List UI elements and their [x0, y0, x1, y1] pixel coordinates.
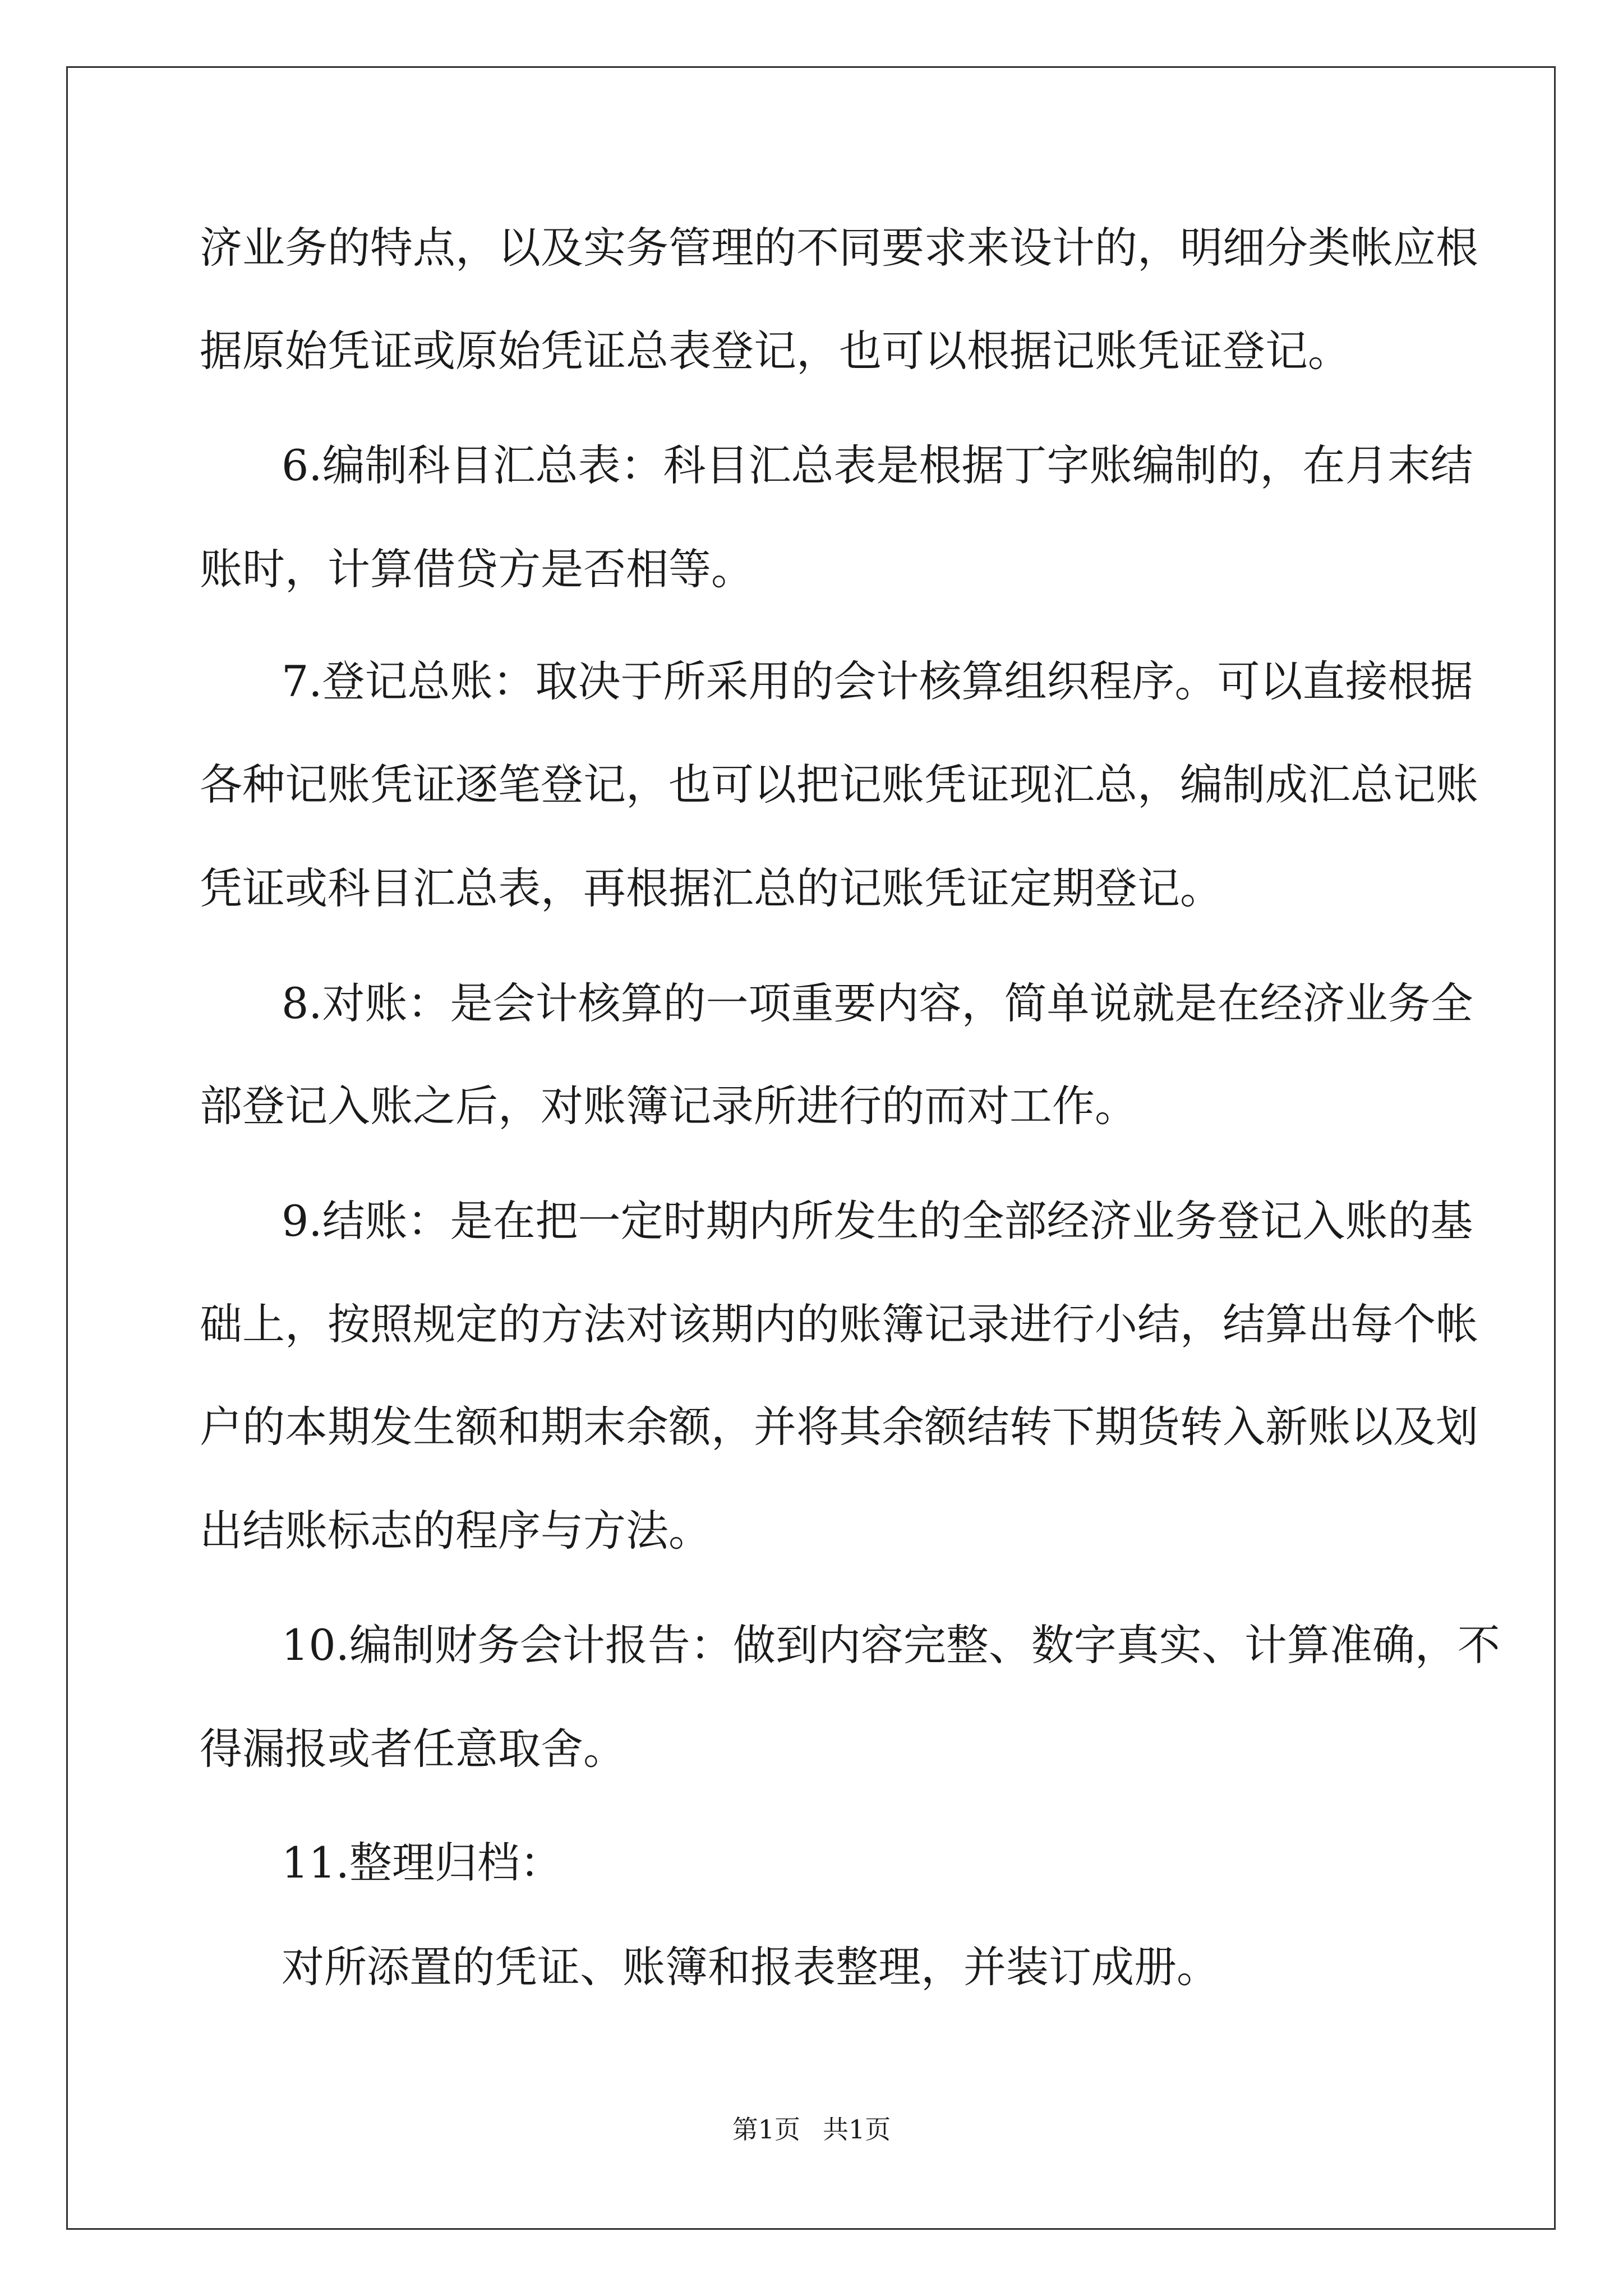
page-number: 第1页: [732, 2114, 800, 2145]
text-line: 得漏报或者任意取舍。: [200, 1724, 626, 1774]
text-line: 济业务的特点，以及实务管理的不同要求来设计的，明细分类帐应根: [200, 223, 1478, 273]
page-footer: [0, 2113, 1623, 2146]
text-line: 8.对账：是会计核算的一项重要内容，简单说就是在经济业务全: [282, 978, 1473, 1028]
text-line: 7.登记总账：取决于所采用的会计核算组织程序。可以直接根据: [282, 656, 1473, 706]
total-pages: 共1页: [823, 2114, 891, 2145]
text-line: 6.编制科目汇总表：科目汇总表是根据丁字账编制的，在月末结: [282, 440, 1473, 490]
text-line: 11.整理归档：: [282, 1838, 562, 1888]
text-line: 出结账标志的程序与方法。: [200, 1506, 711, 1556]
text-line: 户的本期发生额和期末余额，并将其余额结转下期货转入新账以及划: [200, 1402, 1478, 1452]
text-line: 部登记入账之后，对账簿记录所进行的而对工作。: [200, 1081, 1137, 1131]
page-border: [66, 66, 1556, 2230]
text-line: 础上，按照规定的方法对该期内的账簿记录进行小结，结算出每个帐: [200, 1299, 1478, 1349]
text-line: 10.编制财务会计报告：做到内容完整、数字真实、计算准确，不: [282, 1620, 1500, 1670]
text-line: 账时，计算借贷方是否相等。: [200, 544, 754, 594]
text-line: 据原始凭证或原始凭证总表登记，也可以根据记账凭证登记。: [200, 326, 1350, 376]
text-line: 对所添置的凭证、账簿和报表整理，并装订成册。: [282, 1942, 1219, 1992]
text-line: 凭证或科目汇总表，再根据汇总的记账凭证定期登记。: [200, 863, 1223, 913]
text-line: 各种记账凭证逐笔登记，也可以把记账凭证现汇总，编制成汇总记账: [200, 760, 1478, 809]
text-line: 9.结账：是在把一定时期内所发生的全部经济业务登记入账的基: [282, 1196, 1473, 1246]
